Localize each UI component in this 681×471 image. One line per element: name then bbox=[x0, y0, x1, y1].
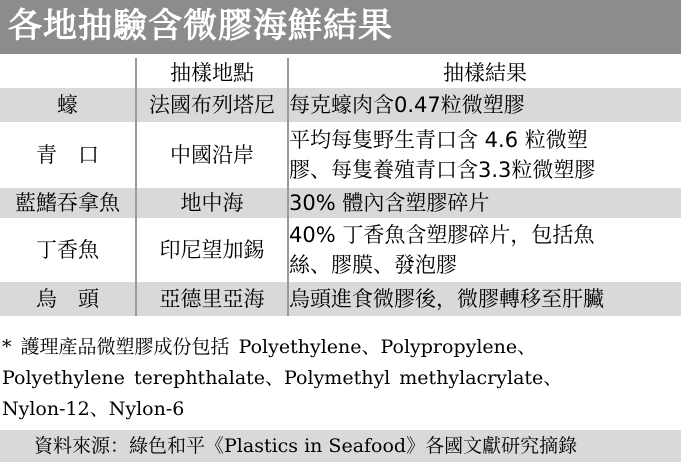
result-cell bbox=[288, 282, 681, 316]
table-row bbox=[0, 282, 681, 316]
location-cell: 中國沿岸 bbox=[136, 122, 288, 188]
table-row bbox=[0, 122, 681, 188]
location-cell: 法國布列塔尼 bbox=[136, 88, 288, 122]
page-title: 各地抽驗含微膠海鮮結果 bbox=[8, 6, 393, 46]
species-cell: 藍鰭吞拿魚 bbox=[0, 188, 136, 218]
result-line: 30% 體內含塑膠碎片 bbox=[289, 191, 490, 215]
table-row bbox=[0, 188, 681, 218]
species-cell: 烏 頭 bbox=[0, 282, 136, 316]
source-credit: 資料來源：綠色和平《Plastics in Seafood》各國文獻研究摘錄 bbox=[34, 435, 578, 457]
footnote-line: Polyethylene terephthalate、Polymethyl methylacrylate、 bbox=[2, 367, 563, 389]
footnote-line: * 護理產品微塑膠成份包括 Polyethylene、Polypropylene、 bbox=[2, 336, 537, 358]
result-line: 烏頭進食微膠後，微膠轉移至肝臟 bbox=[289, 287, 604, 311]
result-line: 平均每隻野生青口含 4.6 粒微塑 bbox=[289, 128, 588, 152]
result-line: 絲、膠膜、發泡膠 bbox=[289, 253, 457, 277]
location-cell: 印尼望加錫 bbox=[136, 218, 288, 282]
location-cell: 亞德里亞海 bbox=[136, 282, 288, 316]
species-cell: 蠔 bbox=[0, 88, 136, 122]
result-cell bbox=[288, 218, 681, 282]
source-bar bbox=[0, 430, 681, 462]
result-cell bbox=[288, 122, 681, 188]
result-cell bbox=[288, 88, 681, 122]
location-cell: 地中海 bbox=[136, 188, 288, 218]
result-line: 每克蠔肉含0.47粒微塑膠 bbox=[289, 93, 525, 117]
footnote-line: Nylon-12、Nylon-6 bbox=[2, 398, 185, 420]
result-line: 膠、每隻養殖青口含3.3粒微塑膠 bbox=[289, 158, 596, 182]
species-cell: 丁香魚 bbox=[0, 218, 136, 282]
results-table bbox=[0, 58, 681, 316]
header-result: 抽樣結果 bbox=[443, 61, 527, 85]
header-species bbox=[0, 58, 136, 88]
table-row bbox=[0, 88, 681, 122]
table-row bbox=[0, 218, 681, 282]
footnote bbox=[2, 332, 678, 425]
result-cell bbox=[288, 188, 681, 218]
table-header-row bbox=[0, 58, 681, 88]
title-bar bbox=[0, 0, 681, 54]
result-line: 40% 丁香魚含塑膠碎片，包括魚 bbox=[289, 223, 595, 247]
species-cell: 青 口 bbox=[0, 122, 136, 188]
header-location: 抽樣地點 bbox=[136, 58, 288, 88]
